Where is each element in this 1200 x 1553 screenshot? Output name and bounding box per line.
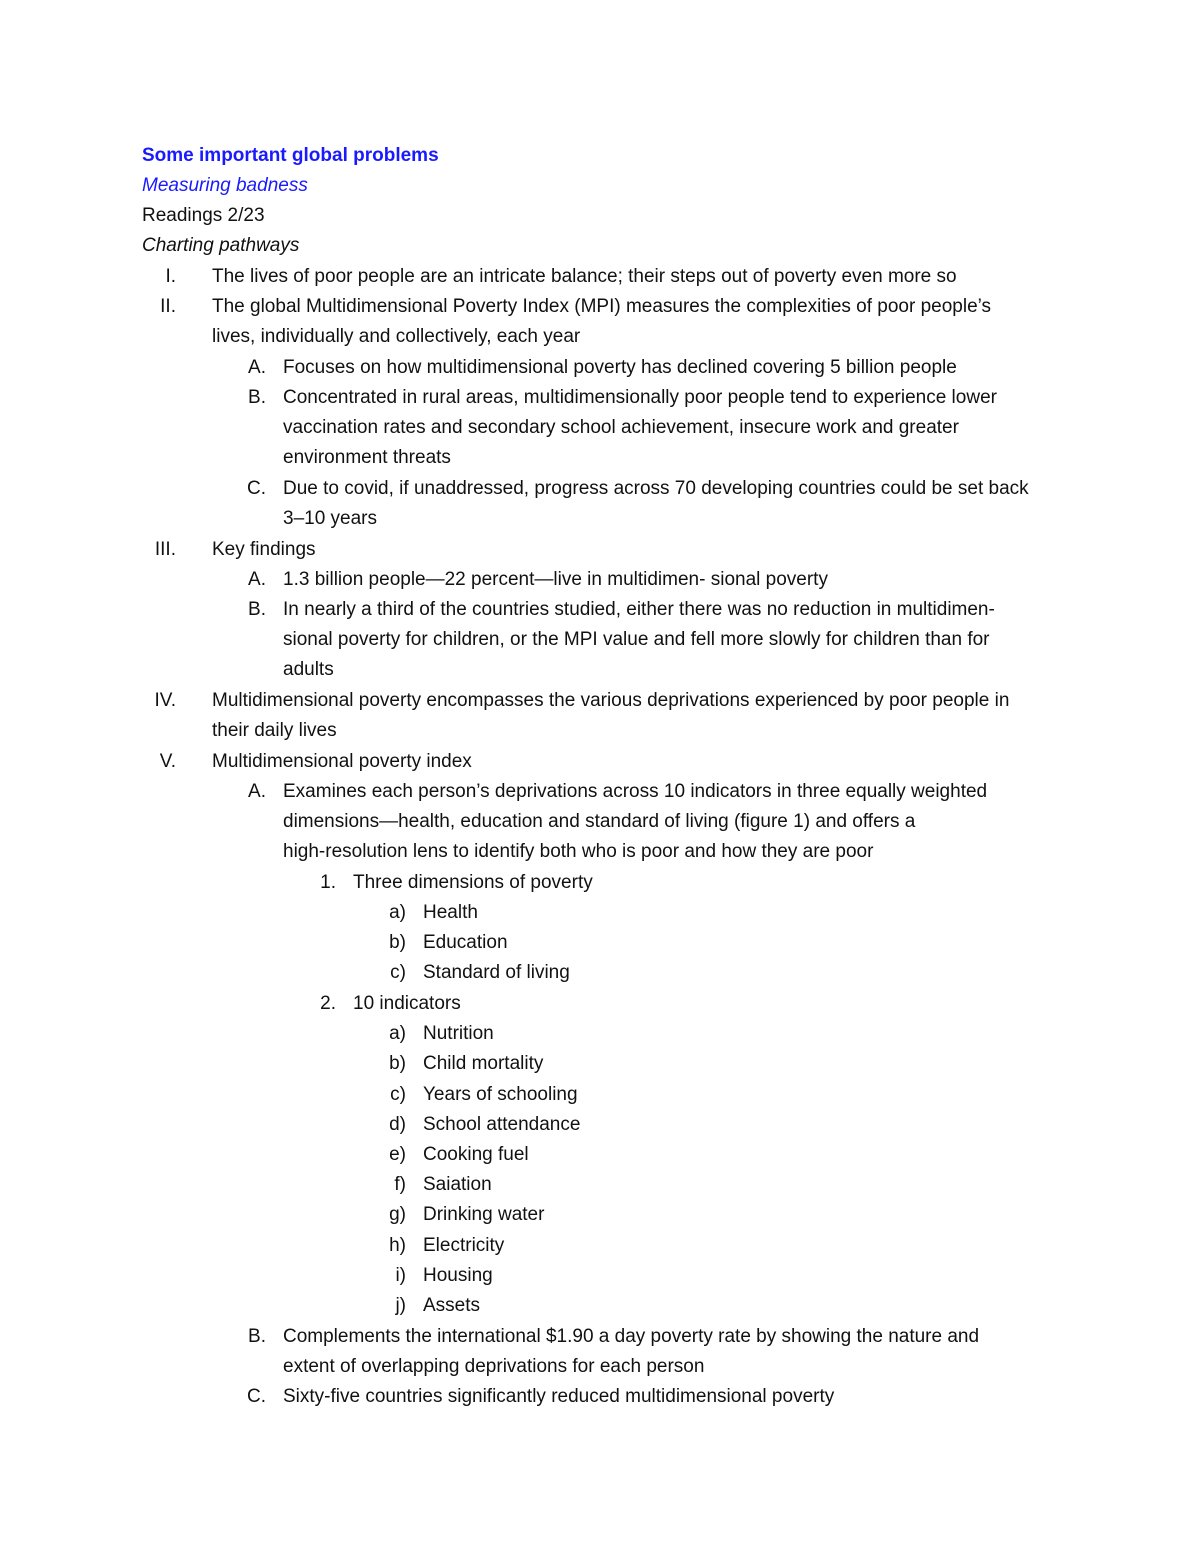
list-item: Education (423, 932, 508, 953)
outline-marker: C. (247, 478, 266, 499)
outline-marker: III. (154, 539, 176, 560)
list-item: Health (423, 902, 478, 923)
outline-marker: C. (247, 1386, 266, 1407)
outline-text: Key findings (212, 539, 316, 560)
outline-text: adults (283, 659, 334, 680)
list-marker: d) (389, 1114, 406, 1135)
outline-text: The lives of poor people are an intricate balance; their steps out of poverty even more so (212, 266, 957, 287)
list-marker: h) (389, 1235, 406, 1256)
outline-marker: IV. (154, 690, 176, 711)
outline-marker: A. (248, 357, 266, 378)
outline-text: extent of overlapping deprivations for each person (283, 1356, 705, 1377)
list-item: Electricity (423, 1235, 505, 1256)
document-title: Some important global problems (142, 145, 439, 166)
list-marker: i) (395, 1265, 406, 1286)
outline-marker: II. (160, 296, 176, 317)
outline-text: vaccination rates and secondary school achievement, insecure work and greater (283, 417, 959, 438)
outline-text: Complements the international $1.90 a day poverty rate by showing the nature and (283, 1326, 980, 1347)
list-item: Saiation (423, 1174, 492, 1195)
outline-text: sional poverty for children, or the MPI value and fell more slowly for children than for (283, 629, 990, 650)
outline-text: 1.3 billion people—22 percent—live in multidimen- sional poverty (283, 569, 828, 590)
outline-text: Multidimensional poverty index (212, 751, 472, 772)
outline-marker: B. (248, 1326, 266, 1347)
list-item: Standard of living (423, 962, 570, 983)
outline-marker: B. (248, 387, 266, 408)
outline-marker: B. (248, 599, 266, 620)
list-item: Cooking fuel (423, 1144, 529, 1165)
outline-text: The global Multidimensional Poverty Index (MPI) measures the complexities of poor people’s (212, 296, 992, 317)
list-marker: e) (389, 1144, 406, 1165)
outline-text: Due to covid, if unaddressed, progress across 70 developing countries could be set back (283, 478, 1029, 499)
list-marker: c) (390, 1084, 406, 1105)
outline-text: dimensions—health, education and standard of living (figure 1) and offers a (283, 811, 916, 832)
document-subtitle: Measuring badness (142, 175, 308, 196)
outline-text: lives, individually and collectively, each year (212, 326, 581, 347)
outline-text: Focuses on how multidimensional poverty has declined covering 5 billion people (283, 357, 957, 378)
outline-text: Examines each person’s deprivations across 10 indicators in three equally weighted (283, 781, 988, 802)
list-marker: j) (395, 1295, 406, 1316)
list-marker: c) (390, 962, 406, 983)
outline-text: Multidimensional poverty encompasses the various deprivations experienced by poor people in (212, 690, 1010, 711)
list-marker: b) (389, 932, 406, 953)
list-item: Housing (423, 1265, 493, 1286)
outline-text: high-resolution lens to identify both who is poor and how they are poor (283, 841, 874, 862)
list-marker: a) (389, 1023, 406, 1044)
list-marker: a) (389, 902, 406, 923)
outline-marker: I. (165, 266, 176, 287)
outline-marker: 1. (320, 872, 336, 893)
list-marker: f) (394, 1174, 406, 1195)
outline-text: Concentrated in rural areas, multidimensionally poor people tend to experience lower (283, 387, 997, 408)
outline-text: 10 indicators (353, 993, 461, 1014)
outline-marker: A. (248, 781, 266, 802)
outline-text: environment threats (283, 447, 451, 468)
readings-date: Readings 2/23 (142, 205, 265, 226)
outline-text: their daily lives (212, 720, 337, 741)
list-item: Child mortality (423, 1053, 544, 1074)
outline-marker: 2. (320, 993, 336, 1014)
outline-text: In nearly a third of the countries studied, either there was no reduction in multidimen- (283, 599, 995, 620)
outline-marker: V. (159, 751, 176, 772)
outline-text: 3–10 years (283, 508, 378, 529)
list-marker: b) (389, 1053, 406, 1074)
list-item: Years of schooling (423, 1084, 578, 1105)
list-item: Assets (423, 1295, 481, 1316)
list-item: School attendance (423, 1114, 581, 1135)
list-item: Drinking water (423, 1204, 545, 1225)
outline-marker: A. (248, 569, 266, 590)
section-heading: Charting pathways (142, 235, 300, 256)
list-marker: g) (389, 1204, 406, 1225)
list-item: Nutrition (423, 1023, 494, 1044)
outline-text: Sixty-five countries significantly reduced multidimensional poverty (283, 1386, 835, 1407)
outline-text: Three dimensions of poverty (353, 872, 593, 893)
